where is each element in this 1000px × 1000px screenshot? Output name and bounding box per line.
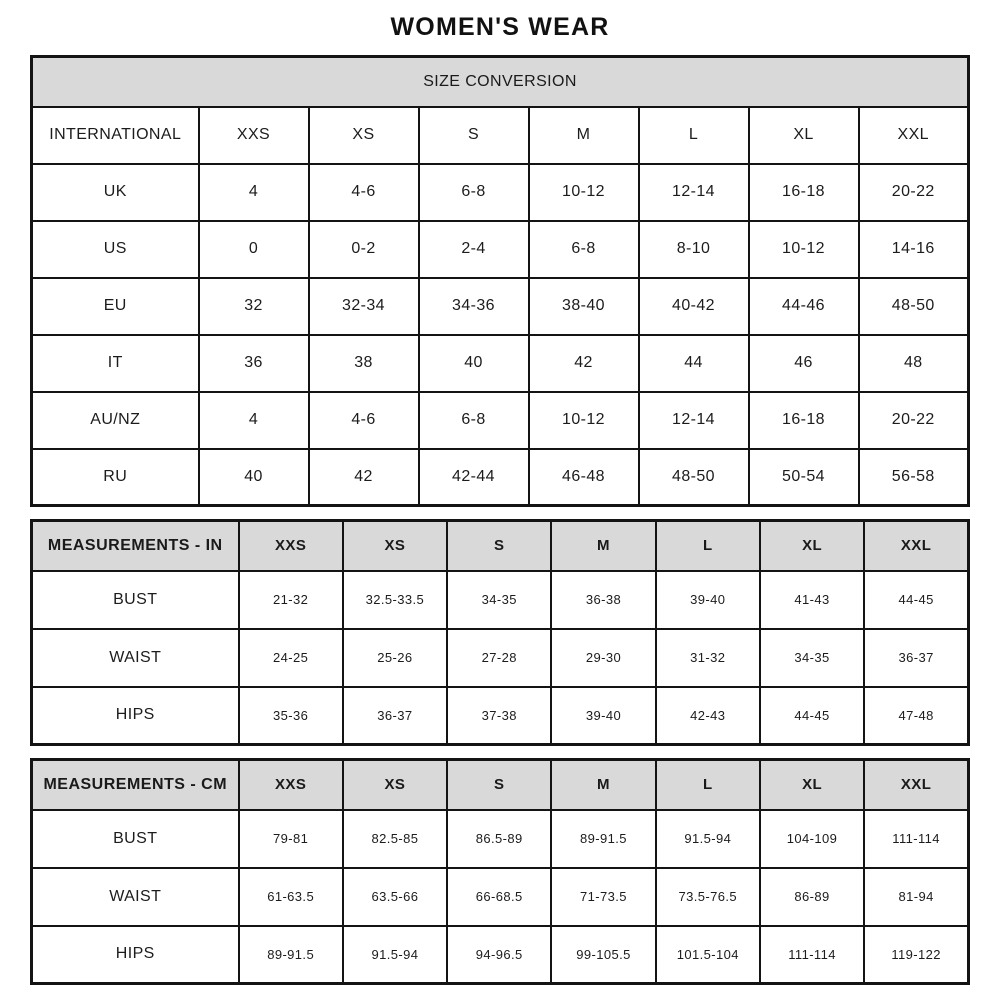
row-label: HIPS <box>32 687 239 745</box>
measurement-cell: 42-43 <box>656 687 760 745</box>
measurement-cell: 81-94 <box>864 868 968 926</box>
measurement-cell: 34-35 <box>447 571 551 629</box>
measurement-cell: 71-73.5 <box>551 868 655 926</box>
size-cell: 4-6 <box>309 164 419 221</box>
measurement-cell: 61-63.5 <box>239 868 343 926</box>
page-title: WOMEN'S WEAR <box>390 13 610 41</box>
measurement-cell: 41-43 <box>760 571 864 629</box>
measurement-cell: 111-114 <box>864 810 968 868</box>
row-label: WAIST <box>32 629 239 687</box>
measurement-cell: 36-37 <box>864 629 968 687</box>
size-cell: 0-2 <box>309 221 419 278</box>
measurement-cell: 73.5-76.5 <box>656 868 760 926</box>
table-row <box>32 221 969 278</box>
table-row <box>32 278 969 335</box>
col-header: M <box>551 760 655 810</box>
table-row <box>32 868 969 926</box>
measurement-cell: 91.5-94 <box>656 810 760 868</box>
measurement-cell: 101.5-104 <box>656 926 760 984</box>
measurement-cell: 39-40 <box>656 571 760 629</box>
col-header: XXS <box>239 521 343 571</box>
col-header-international: INTERNATIONAL <box>32 107 199 164</box>
size-cell: 36 <box>199 335 309 392</box>
col-header: XL <box>760 521 864 571</box>
measurement-cell: 27-28 <box>447 629 551 687</box>
row-label: RU <box>32 449 199 506</box>
measurement-cell: 91.5-94 <box>343 926 447 984</box>
measurement-cell: 34-35 <box>760 629 864 687</box>
measurements-cm-table <box>30 758 970 985</box>
size-cell: 38 <box>309 335 419 392</box>
size-cell: 46-48 <box>529 449 639 506</box>
measurement-cell: 36-38 <box>551 571 655 629</box>
measurement-cell: 94-96.5 <box>447 926 551 984</box>
measurement-cell: 89-91.5 <box>239 926 343 984</box>
table-row <box>32 687 969 745</box>
col-header: XS <box>343 521 447 571</box>
row-label: AU/NZ <box>32 392 199 449</box>
table-header-row <box>32 521 969 571</box>
col-header: XS <box>309 107 419 164</box>
measurement-cell: 25-26 <box>343 629 447 687</box>
size-cell: 4 <box>199 164 309 221</box>
measurement-cell: 63.5-66 <box>343 868 447 926</box>
col-header: M <box>551 521 655 571</box>
col-header: L <box>656 521 760 571</box>
measurement-cell: 29-30 <box>551 629 655 687</box>
table-row <box>32 335 969 392</box>
size-cell: 44-46 <box>749 278 859 335</box>
size-cell: 16-18 <box>749 164 859 221</box>
measurement-cell: 79-81 <box>239 810 343 868</box>
col-header: XL <box>749 107 859 164</box>
size-cell: 0 <box>199 221 309 278</box>
size-cell: 20-22 <box>859 392 969 449</box>
size-cell: 50-54 <box>749 449 859 506</box>
col-header: XXS <box>239 760 343 810</box>
size-cell: 48-50 <box>859 278 969 335</box>
size-cell: 4-6 <box>309 392 419 449</box>
size-cell: 8-10 <box>639 221 749 278</box>
size-cell: 2-4 <box>419 221 529 278</box>
measurement-cell: 119-122 <box>864 926 968 984</box>
row-label: WAIST <box>32 868 239 926</box>
table-row <box>32 392 969 449</box>
size-cell: 44 <box>639 335 749 392</box>
col-header: L <box>656 760 760 810</box>
col-header: S <box>447 760 551 810</box>
row-label: US <box>32 221 199 278</box>
measurement-cell: 21-32 <box>239 571 343 629</box>
measurement-cell: 37-38 <box>447 687 551 745</box>
measurement-cell: 44-45 <box>760 687 864 745</box>
table-row <box>32 449 969 506</box>
measurement-cell: 39-40 <box>551 687 655 745</box>
size-cell: 14-16 <box>859 221 969 278</box>
size-cell: 42 <box>529 335 639 392</box>
size-cell: 12-14 <box>639 392 749 449</box>
measurement-cell: 111-114 <box>760 926 864 984</box>
table-row <box>32 164 969 221</box>
measurement-cell: 66-68.5 <box>447 868 551 926</box>
table-header-row <box>32 760 969 810</box>
size-conversion-table <box>30 55 970 507</box>
measurement-cell: 36-37 <box>343 687 447 745</box>
size-cell: 34-36 <box>419 278 529 335</box>
table-row <box>32 926 969 984</box>
col-header: XS <box>343 760 447 810</box>
size-cell: 6-8 <box>419 392 529 449</box>
measurement-cell: 47-48 <box>864 687 968 745</box>
size-cell: 32-34 <box>309 278 419 335</box>
size-conversion-header: SIZE CONVERSION <box>32 57 969 107</box>
row-label: EU <box>32 278 199 335</box>
measurement-cell: 86-89 <box>760 868 864 926</box>
measurement-cell: 86.5-89 <box>447 810 551 868</box>
row-label: BUST <box>32 810 239 868</box>
measurement-cell: 24-25 <box>239 629 343 687</box>
size-cell: 6-8 <box>529 221 639 278</box>
table-row <box>32 629 969 687</box>
size-cell: 48-50 <box>639 449 749 506</box>
size-cell: 42-44 <box>419 449 529 506</box>
col-header: M <box>529 107 639 164</box>
size-cell: 42 <box>309 449 419 506</box>
size-cell: 56-58 <box>859 449 969 506</box>
measurement-cell: 82.5-85 <box>343 810 447 868</box>
row-label: HIPS <box>32 926 239 984</box>
size-cell: 40 <box>199 449 309 506</box>
size-cell: 46 <box>749 335 859 392</box>
measurement-cell: 35-36 <box>239 687 343 745</box>
size-cell: 16-18 <box>749 392 859 449</box>
col-header: XXL <box>864 521 968 571</box>
size-cell: 40 <box>419 335 529 392</box>
row-label: IT <box>32 335 199 392</box>
measurements-cm-header: MEASUREMENTS - CM <box>32 760 239 810</box>
col-header: XXL <box>864 760 968 810</box>
table-header-row <box>32 57 969 107</box>
measurement-cell: 31-32 <box>656 629 760 687</box>
size-cell: 12-14 <box>639 164 749 221</box>
size-cell: 40-42 <box>639 278 749 335</box>
measurement-cell: 89-91.5 <box>551 810 655 868</box>
measurement-cell: 104-109 <box>760 810 864 868</box>
measurement-cell: 44-45 <box>864 571 968 629</box>
size-cell: 38-40 <box>529 278 639 335</box>
size-cell: 4 <box>199 392 309 449</box>
column-header-row <box>32 107 969 164</box>
size-cell: 10-12 <box>529 392 639 449</box>
measurements-in-header: MEASUREMENTS - IN <box>32 521 239 571</box>
col-header: L <box>639 107 749 164</box>
row-label: UK <box>32 164 199 221</box>
col-header: S <box>419 107 529 164</box>
measurement-cell: 32.5-33.5 <box>343 571 447 629</box>
size-cell: 48 <box>859 335 969 392</box>
measurements-in-table <box>30 519 970 746</box>
size-cell: 10-12 <box>749 221 859 278</box>
table-row <box>32 571 969 629</box>
col-header: XXS <box>199 107 309 164</box>
size-cell: 32 <box>199 278 309 335</box>
size-cell: 6-8 <box>419 164 529 221</box>
row-label: BUST <box>32 571 239 629</box>
measurement-cell: 99-105.5 <box>551 926 655 984</box>
size-cell: 20-22 <box>859 164 969 221</box>
table-row <box>32 810 969 868</box>
size-cell: 10-12 <box>529 164 639 221</box>
col-header: XL <box>760 760 864 810</box>
col-header: XXL <box>859 107 969 164</box>
col-header: S <box>447 521 551 571</box>
